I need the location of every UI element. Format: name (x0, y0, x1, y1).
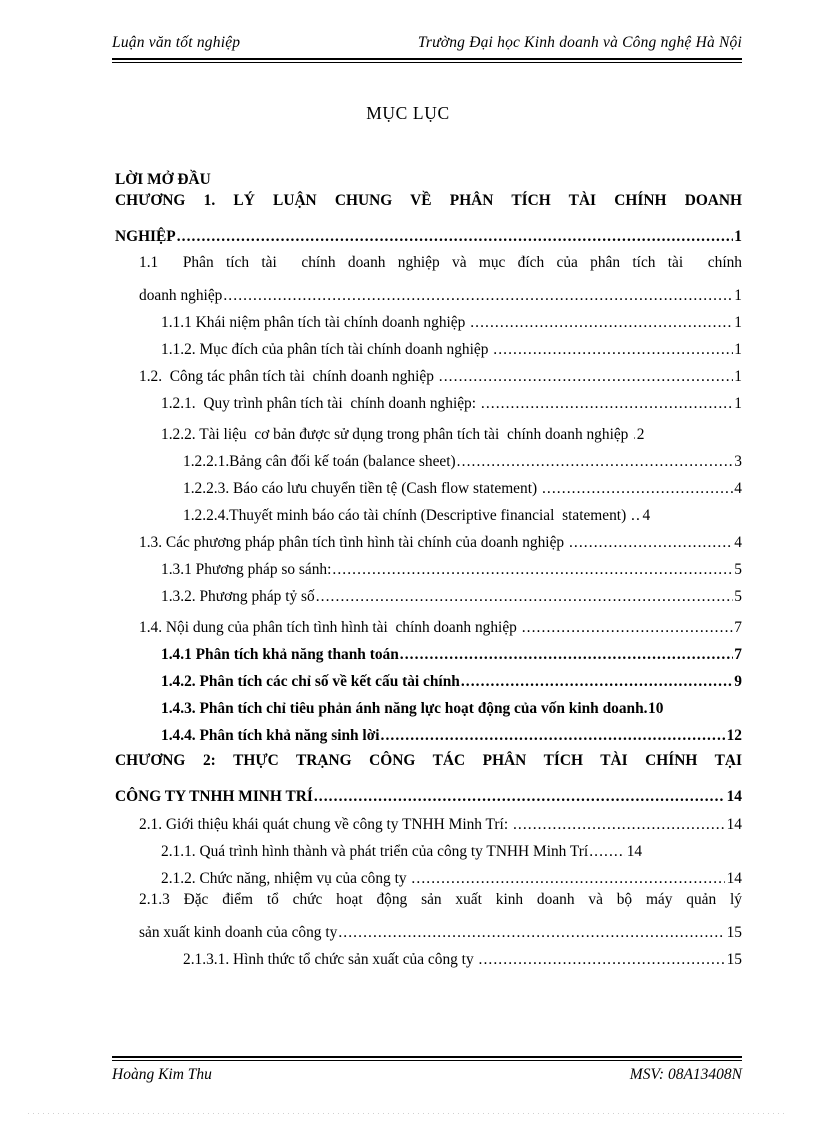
toc-item-line (161, 390, 742, 417)
toc-item-1-1-1[interactable] (161, 309, 742, 336)
toc-item-label: 1.1 Phân tích tài chính doanh nghiệp và mục đích của phân tích tài chính (139, 254, 742, 271)
toc-item-label: 1.4.4. Phân tích khả năng sinh lời (161, 726, 380, 744)
toc-item-label: CHƯƠNG 1. LÝ LUẬN CHUNG VỀ PHÂN TÍCH TÀI CHÍNH DOANH (115, 192, 742, 209)
dot-leader (479, 952, 726, 967)
toc-item-page: 5 (734, 587, 742, 605)
toc-item-label: 1.2. Công tác phân tích tài chính doanh nghiệp (139, 367, 438, 385)
toc-item-line (161, 865, 742, 892)
footer-left-text: Hoàng Kim Thu (112, 1066, 212, 1083)
toc-item-page: 1 (734, 227, 742, 245)
toc-item-label: 1.2.2.1.Bảng cân đối kế toán (balance sheet) (183, 452, 456, 470)
toc-item-1-4-4[interactable] (161, 722, 742, 749)
toc-item-1-2-2-3[interactable] (183, 475, 742, 502)
toc-item-1-1-2[interactable] (161, 336, 742, 363)
toc-item-page: 14 (626, 842, 643, 860)
toc-item-label-cont: NGHIỆP (115, 227, 176, 245)
toc-item-line (161, 838, 742, 865)
toc-item-label: 1.1.2. Mục đích của phân tích tài chính doanh nghiệp (161, 340, 493, 358)
toc-item-line (161, 421, 742, 448)
dot-leader (223, 288, 732, 303)
toc-item-page: 9 (734, 672, 742, 690)
toc-item-label: 1.4.2. Phân tích các chỉ số về kết cấu tài chính (161, 672, 460, 690)
toc-item-line (139, 529, 742, 556)
toc-item-label: 1.4. Nội dung của phân tích tình hình tài chính doanh nghiệp (139, 618, 521, 636)
toc-item-1-3-2[interactable] (161, 583, 742, 610)
toc-item-label: 1.2.2. Tài liệu cơ bản được sử dụng trong phân tích tài chính doanh nghiệp (161, 425, 633, 443)
dot-leader (400, 647, 733, 662)
toc-item-1-2-2[interactable] (161, 421, 742, 448)
dot-leader (439, 369, 733, 384)
toc-item-1-1[interactable] (139, 255, 742, 309)
toc-item-page: 1 (734, 394, 742, 412)
toc-item-line (161, 336, 742, 363)
toc-item-line-1 (139, 255, 742, 282)
running-header (112, 34, 742, 52)
toc-item-label: 1.2.2.4.Thuyết minh báo cáo tài chính (Descriptive financial statement) (183, 506, 631, 524)
toc-item-line (161, 695, 742, 722)
table-of-contents (115, 166, 742, 973)
toc-item-label: 2.1.3 Đặc điểm tổ chức hoạt động sản xuất kinh doanh và bộ máy quản lý (139, 891, 742, 908)
toc-item-page: 1 (734, 313, 742, 331)
toc-item-label-cont: doanh nghiệp (139, 286, 223, 304)
toc-item-label: LỜI MỞ ĐẦU (115, 170, 211, 188)
toc-item-line (161, 583, 742, 610)
page-title: MỤC LỤC (366, 103, 450, 123)
toc-item-line-2 (139, 919, 742, 946)
footer-divider-rule (112, 1056, 742, 1061)
toc-item-line (139, 363, 742, 390)
toc-item-page: 4 (734, 479, 742, 497)
toc-item-page: 4 (734, 533, 742, 551)
toc-item-label: 1.2.1. Quy trình phân tích tài chính doanh nghiệp: (161, 394, 480, 412)
toc-item-line (161, 309, 742, 336)
toc-item-line (161, 722, 742, 749)
dot-leader (457, 454, 733, 469)
dot-leader (481, 396, 733, 411)
toc-item-label: 2.1.3.1. Hình thức tổ chức sản xuất của công ty (183, 950, 478, 968)
toc-item-line-2 (115, 222, 742, 251)
toc-item-label: CHƯƠNG 2: THỰC TRẠNG CÔNG TÁC PHÂN TÍCH TÀI CHÍNH TẠI (115, 752, 742, 769)
toc-item-page: 15 (726, 923, 742, 941)
dot-leader (316, 589, 733, 604)
toc-item-2-1-3-1[interactable] (183, 946, 742, 973)
toc-item-1-4-3[interactable] (161, 695, 742, 722)
toc-item-1-4[interactable] (139, 614, 742, 641)
toc-item-line (139, 614, 742, 641)
dot-leader (493, 342, 733, 357)
toc-item-line (183, 448, 742, 475)
header-left-text: Luận văn tốt nghiệp (112, 34, 241, 51)
toc-item-page: 15 (726, 950, 742, 968)
toc-item-page: 14 (726, 787, 742, 805)
toc-item-line (183, 475, 742, 502)
toc-item-2-1[interactable] (139, 811, 742, 838)
toc-item-1-3-1[interactable] (161, 556, 742, 583)
toc-item-line-2 (115, 782, 742, 811)
toc-item-chuong-2[interactable] (115, 753, 742, 811)
toc-item-1-2-2-4[interactable] (183, 502, 742, 529)
scan-artifact-line (28, 1113, 788, 1114)
header-divider-rule (112, 58, 742, 63)
toc-item-1-2[interactable] (139, 363, 742, 390)
toc-item-line-1 (139, 892, 742, 919)
dot-leader (338, 925, 725, 940)
toc-item-chuong-1[interactable] (115, 193, 742, 251)
toc-item-line (161, 641, 742, 668)
dot-leader (589, 844, 625, 859)
dot-leader (177, 229, 733, 244)
toc-item-label: 1.3. Các phương pháp phân tích tình hình tài chính của doanh nghiệp (139, 533, 568, 551)
toc-item-line (139, 811, 742, 838)
dot-leader (332, 562, 732, 577)
dot-leader (522, 620, 733, 635)
dot-leader (461, 674, 733, 689)
dot-leader (633, 427, 635, 442)
dot-leader (513, 817, 725, 832)
toc-item-page: 12 (726, 726, 742, 744)
toc-item-page: 7 (734, 645, 742, 663)
toc-item-page: 1 (734, 367, 742, 385)
toc-item-page: 2 (636, 425, 645, 443)
dot-leader (381, 728, 726, 743)
toc-item-label-cont: CÔNG TY TNHH MINH TRÍ (115, 787, 313, 805)
toc-item-line-1 (115, 193, 742, 222)
toc-item-page: 7 (734, 618, 742, 636)
toc-item-line (161, 556, 742, 583)
dot-leader (631, 508, 641, 523)
toc-item-2-1-3[interactable] (139, 892, 742, 946)
toc-item-label: 1.1.1 Khái niệm phân tích tài chính doanh nghiệp (161, 313, 470, 331)
toc-item-label: 2.1. Giới thiệu khái quát chung về công ty TNHH Minh Trí: (139, 815, 512, 833)
toc-item-label: 2.1.1. Quá trình hình thành và phát triển của công ty TNHH Minh Trí (161, 842, 589, 860)
toc-item-page: 10 (648, 699, 664, 717)
toc-item-page: 3 (734, 452, 742, 470)
toc-item-line (183, 502, 742, 529)
toc-item-label: 2.1.2. Chức năng, nhiệm vụ của công ty (161, 869, 411, 887)
toc-item-line-1 (115, 753, 742, 782)
toc-item-page: 5 (734, 560, 742, 578)
toc-item-label: 1.3.2. Phương pháp tỷ số (161, 587, 315, 605)
toc-item-line-2 (139, 282, 742, 309)
toc-item-2-1-1[interactable] (161, 838, 742, 865)
dot-leader (411, 871, 725, 886)
toc-item-page: 14 (726, 869, 742, 887)
toc-item-label: 1.4.1 Phân tích khả năng thanh toán (161, 645, 399, 663)
toc-item-loi-mo-dau[interactable] (115, 166, 742, 193)
toc-item-page: 14 (726, 815, 742, 833)
toc-item-label: 1.4.3. Phân tích chỉ tiêu phản ánh năng lực hoạt động của vốn kinh doanh. (161, 699, 648, 717)
toc-item-page: 4 (642, 506, 651, 524)
toc-item-page: 1 (734, 340, 742, 358)
running-footer (112, 1066, 742, 1084)
toc-item-page: 1 (734, 286, 742, 304)
dot-leader (542, 481, 733, 496)
toc-item-1-3[interactable] (139, 529, 742, 556)
toc-item-1-2-1[interactable] (161, 390, 742, 417)
toc-item-line (183, 946, 742, 973)
toc-item-label: 1.2.2.3. Báo cáo lưu chuyển tiền tệ (Cash flow statement) (183, 479, 541, 497)
footer-right-text: MSV: 08A13408N (629, 1066, 742, 1083)
toc-item-label-cont: sản xuất kinh doanh của công ty (139, 923, 338, 941)
toc-item-line (161, 668, 742, 695)
toc-item-2-1-2[interactable] (161, 865, 742, 892)
header-right-text: Trường Đại học Kinh doanh và Công nghệ Hà Nội (417, 34, 742, 51)
toc-item-1-2-2-1[interactable] (183, 448, 742, 475)
dot-leader (569, 535, 733, 550)
toc-item-1-4-2[interactable] (161, 668, 742, 695)
toc-item-1-4-1[interactable] (161, 641, 742, 668)
dot-leader (314, 789, 725, 804)
toc-item-label: 1.3.1 Phương pháp so sánh: (161, 560, 332, 578)
dot-leader (470, 315, 733, 330)
